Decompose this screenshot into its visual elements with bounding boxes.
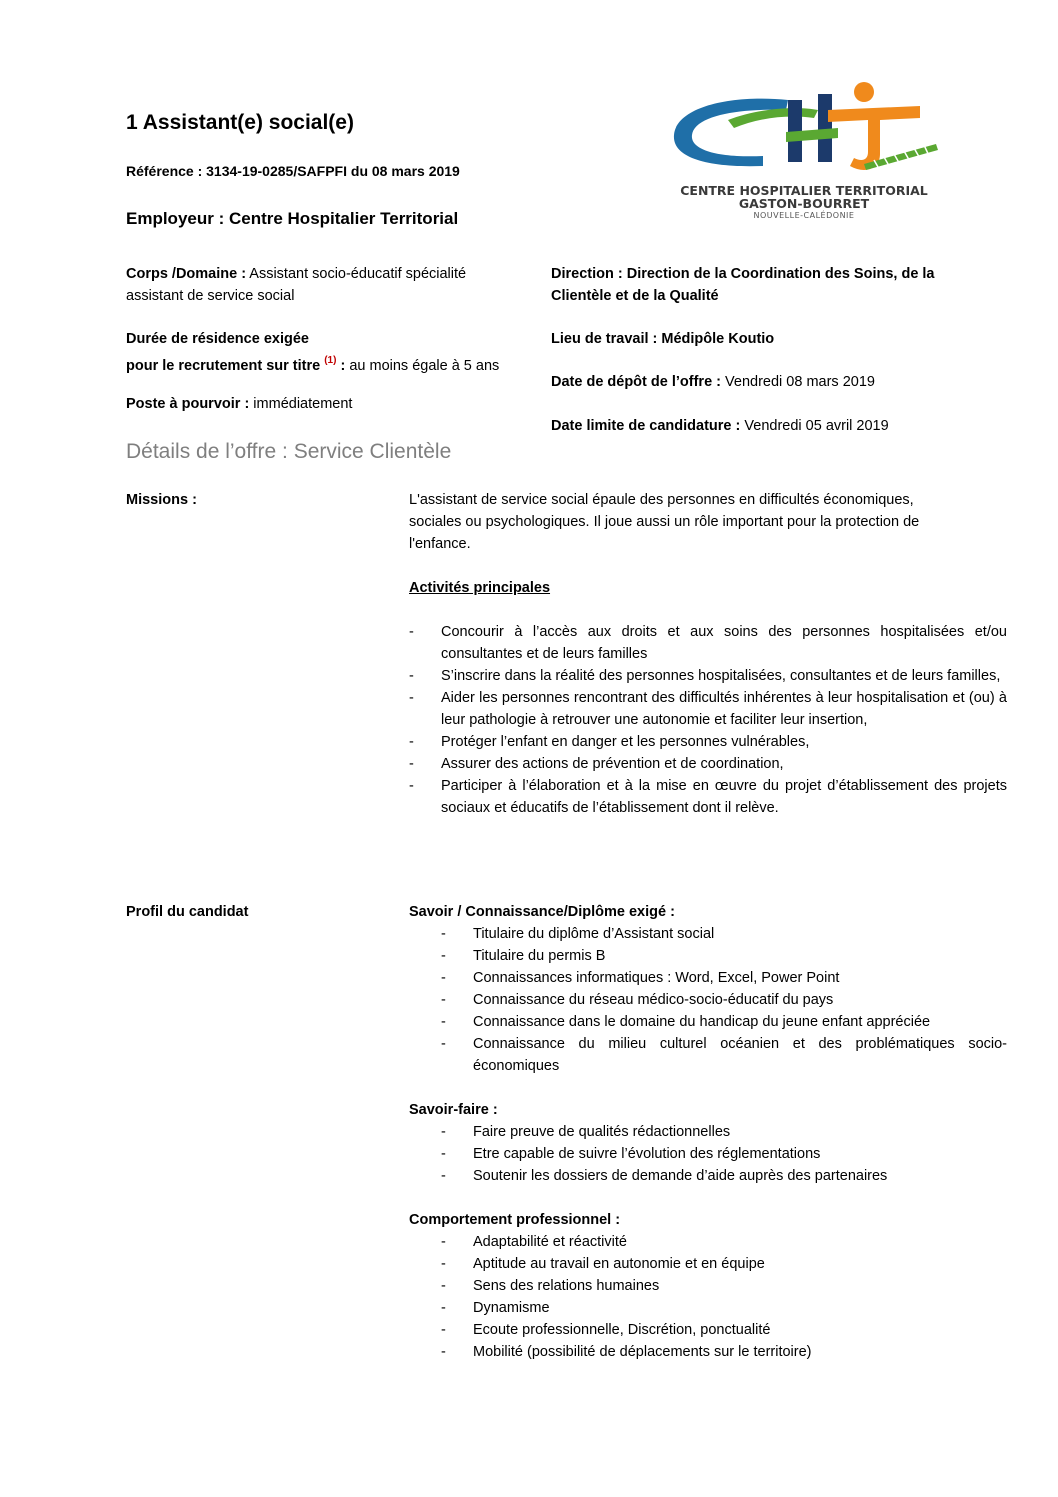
footnote-marker: (1) (324, 355, 337, 366)
page-title: 1 Assistant(e) social(e) (126, 111, 354, 134)
missions-intro-3: l'enfance. (409, 536, 471, 552)
poste-label: Poste à pourvoir : (126, 396, 250, 412)
duree-label-1: Durée de résidence exigée (126, 331, 309, 347)
duree-label-2: pour le recrutement sur titre (126, 358, 321, 374)
list-item: - Aider les personnes rencontrant des difficultés inhérentes à leur hospitalisation et (ou) à leur pathologie à retrouver une autonomie et faciliter leur insertion, (409, 687, 1007, 731)
logo-line-1: CENTRE HOSPITALIER TERRITORIAL (680, 183, 928, 198)
duree-residence (126, 328, 546, 377)
poste-value: immédiatement (249, 396, 353, 412)
list-item: - Concourir à l’accès aux droits et aux soins des personnes hospitalisées et/ou consultantes et de leurs familles (409, 621, 1007, 665)
corps-domaine (126, 263, 546, 307)
poste-a-pourvoir (126, 393, 546, 415)
list-item: - Connaissance dans le domaine du handicap du jeune enfant appréciée (409, 1011, 1007, 1033)
activites-list (409, 621, 1007, 819)
list-item: - Connaissance du milieu culturel océanien et des problématiques socio-économiques (409, 1033, 1007, 1077)
savoir-faire-title: Savoir-faire : (409, 1102, 498, 1118)
profil-label: Profil du candidat (126, 904, 249, 920)
depot-value: Vendredi 08 mars 2019 (721, 374, 875, 390)
savoir-title: Savoir / Connaissance/Diplôme exigé : (409, 904, 675, 920)
missions-content (409, 489, 1007, 819)
date-depot (551, 371, 971, 393)
list-item: - Soutenir les dossiers de demande d’aide auprès des partenaires (409, 1165, 1007, 1187)
comportement-title: Comportement professionnel : (409, 1212, 621, 1228)
list-item: - Connaissance du réseau médico-socio-éducatif du pays (409, 989, 1007, 1011)
list-item: - Faire preuve de qualités rédactionnelles (409, 1121, 1007, 1143)
cht-logo-icon (668, 80, 940, 184)
depot-label: Date de dépôt de l’offre : (551, 374, 721, 390)
list-item: - Titulaire du permis B (409, 945, 1007, 967)
limite-value: Vendredi 05 avril 2019 (740, 418, 889, 434)
limite-label: Date limite de candidature : (551, 418, 741, 434)
duree-colon: : (336, 358, 346, 374)
list-item: - Aptitude au travail en autonomie et en équipe (409, 1253, 1007, 1275)
date-limite (551, 415, 971, 437)
corps-value-2: assistant de service social (126, 288, 295, 304)
list-item: - Mobilité (possibilité de déplacements sur le territoire) (409, 1341, 1007, 1363)
details-title: Détails de l’offre : Service Clientèle (126, 440, 452, 463)
cht-logo (668, 80, 940, 226)
list-item: - S’inscrire dans la réalité des personnes hospitalisées, consultantes et de leurs familles, (409, 665, 1007, 687)
list-item: - Assurer des actions de prévention et de coordination, (409, 753, 1007, 775)
list-item: - Titulaire du diplôme d’Assistant social (409, 923, 1007, 945)
list-item: - Adaptabilité et réactivité (409, 1231, 1007, 1253)
list-item: - Etre capable de suivre l’évolution des réglementations (409, 1143, 1007, 1165)
missions-intro-2: sociales ou psychologiques. Il joue aussi un rôle important pour la protection de (409, 514, 920, 530)
savoir-list (409, 923, 1007, 1077)
list-item: - Ecoute professionnelle, Discrétion, ponctualité (409, 1319, 1007, 1341)
direction (551, 263, 971, 307)
employer: Employeur : Centre Hospitalier Territorial (126, 209, 459, 228)
savoir-faire-list (409, 1121, 1007, 1187)
comportement-list (409, 1231, 1007, 1363)
missions-label: Missions : (126, 492, 197, 508)
logo-line-2: GASTON-BOURRET (738, 196, 870, 211)
list-item: - Sens des relations humaines (409, 1275, 1007, 1297)
duree-value: au moins égale à 5 ans (345, 358, 500, 374)
lieu-de-travail: Lieu de travail : Médipôle Koutio (551, 331, 775, 347)
corps-label: Corps /Domaine : (126, 266, 247, 282)
reference: Référence : 3134-19-0285/SAFPFI du 08 mars 2019 (126, 163, 460, 179)
list-item: - Protéger l’enfant en danger et les personnes vulnérables, (409, 731, 1007, 753)
missions-intro-1: L'assistant de service social épaule des personnes en difficultés économiques, (409, 492, 914, 508)
list-item: - Dynamisme (409, 1297, 1007, 1319)
corps-value-1: Assistant socio-éducatif spécialité (246, 266, 467, 282)
profil-content (409, 901, 1007, 1363)
logo-line-3: NOUVELLE-CALÉDONIE (753, 211, 855, 220)
list-item: - Participer à l’élaboration et à la mise en œuvre du projet d’établissement des projets sociaux et éducatifs de l’établissement dont il relève. (409, 775, 1007, 819)
direction-line-1: Direction : Direction de la Coordination des Soins, de la (551, 266, 935, 282)
activites-title: Activités principales (409, 580, 551, 596)
direction-line-2: Clientèle et de la Qualité (551, 288, 719, 304)
list-item: - Connaissances informatiques : Word, Excel, Power Point (409, 967, 1007, 989)
